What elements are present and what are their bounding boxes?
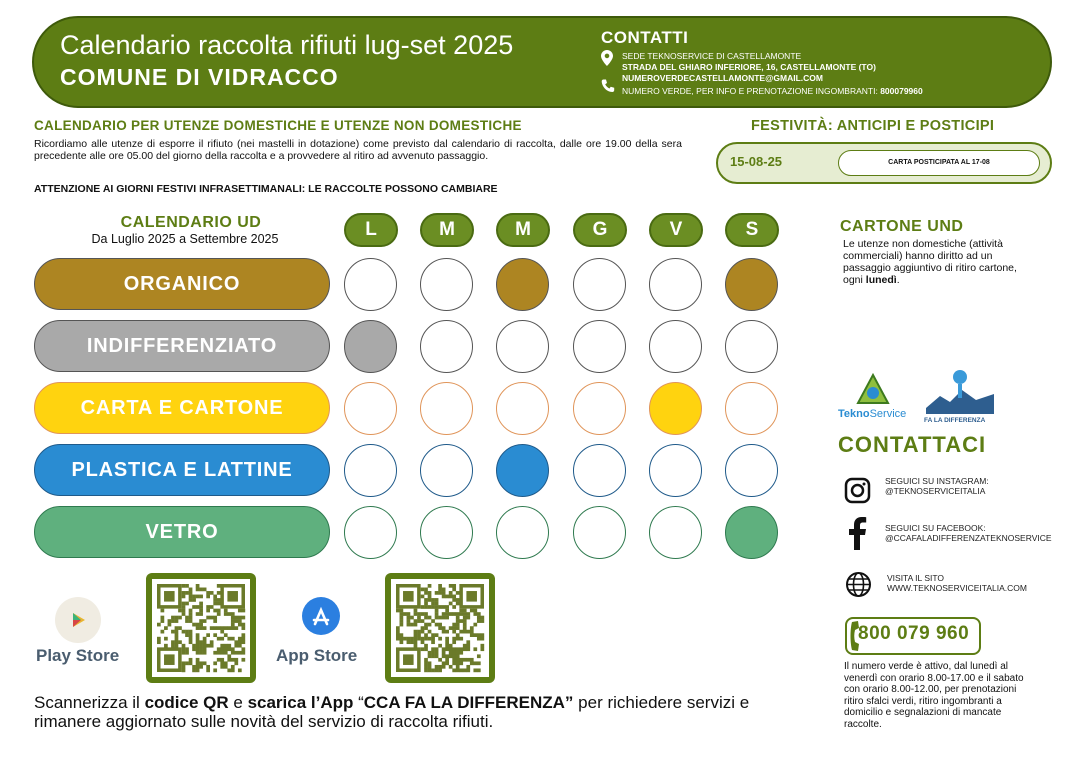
day-header-lunedi: L [344, 213, 398, 247]
collection-slot-organico-sabato [725, 258, 778, 311]
collection-slot-carta-e-cartone-giovedi [573, 382, 626, 435]
collection-slot-organico-mercoledi [496, 258, 549, 311]
collection-slot-carta-e-cartone-venerdi [649, 382, 702, 435]
day-header-martedi: M [420, 213, 474, 247]
scan-instructions [34, 694, 754, 731]
phone-number[interactable]: 800079960 [880, 86, 923, 96]
collection-slot-carta-e-cartone-lunedi [344, 382, 397, 435]
festivita-note: CARTA POSTICIPATA AL 17-08 [838, 150, 1040, 176]
scan-b1: codice QR [144, 693, 229, 712]
calendar-section-heading: CALENDARIO PER UTENZE DOMESTICHE E UTENZE NON DOMESTICHE [34, 118, 522, 133]
collection-slot-vetro-venerdi [649, 506, 702, 559]
collection-slot-carta-e-cartone-martedi [420, 382, 473, 435]
scan-t2: e [228, 693, 248, 712]
play-store-qr-code[interactable] [146, 573, 256, 683]
scan-b2: scarica l’App [247, 693, 354, 712]
collection-slot-plastica-e-lattine-lunedi [344, 444, 397, 497]
cartone-text-end: . [896, 274, 900, 286]
collection-slot-vetro-lunedi [344, 506, 397, 559]
collection-slot-indifferenziato-martedi [420, 320, 473, 373]
green-number[interactable]: 800 079 960 [858, 623, 970, 644]
calendar-subtitle: Da Luglio 2025 a Settembre 2025 [91, 232, 279, 246]
app-store-qr-code[interactable] [385, 573, 495, 683]
collection-slot-indifferenziato-lunedi [344, 320, 397, 373]
teknoservice-logo-icon [855, 372, 891, 408]
collection-slot-vetro-sabato [725, 506, 778, 559]
collection-slot-vetro-martedi [420, 506, 473, 559]
cartone-text-day: lunedì [865, 274, 897, 286]
collection-slot-carta-e-cartone-sabato [725, 382, 778, 435]
collection-slot-indifferenziato-giovedi [573, 320, 626, 373]
collection-slot-plastica-e-lattine-martedi [420, 444, 473, 497]
play-store-label[interactable]: Play Store [36, 646, 120, 665]
phone-line [622, 86, 923, 97]
facebook-handle[interactable]: @CCAFALADIFFERENZATEKNOSERVICE [885, 533, 1052, 543]
day-header-mercoledi: M [496, 213, 550, 247]
collection-slot-plastica-e-lattine-giovedi [573, 444, 626, 497]
day-header-venerdi: V [649, 213, 703, 247]
page-title: Calendario raccolta rifiuti lug-set 2025 [60, 30, 514, 60]
location-pin-icon [601, 50, 613, 66]
collection-slot-organico-martedi [420, 258, 473, 311]
collection-slot-indifferenziato-venerdi [649, 320, 702, 373]
collection-slot-plastica-e-lattine-venerdi [649, 444, 702, 497]
instagram-icon[interactable] [844, 477, 871, 504]
fa-la-differenza-logo-icon [926, 368, 994, 414]
website-label [887, 573, 1027, 593]
instagram-label [885, 476, 989, 496]
intro-text: Ricordiamo alle utenze di esporre il rifiuto (nei mastelli in dotazione) come previsto dal calendario di raccolta, dalle ore 19.00 della sera precedente alle ore 05.00 del giorno della raccolta e a provvedere al ritiro ad avvenuto passaggio. [34, 138, 682, 162]
day-header-sabato: S [725, 213, 779, 247]
cartone-heading: CARTONE UND [840, 218, 964, 235]
sede-line-1: SEDE TEKNOSERVICE DI CASTELLAMONTE [622, 51, 802, 61]
scan-t1: Scannerizza il [34, 693, 145, 712]
email-link[interactable]: NUMEROVERDECASTELLAMONTE@GMAIL.COM [622, 73, 823, 83]
collection-slot-organico-venerdi [649, 258, 702, 311]
cartone-text-main: Le utenze non domestiche (attività commerciali) hanno diritto ad un passaggio aggiuntivo di ritiro cartone, ogni [843, 238, 1017, 286]
fa-la-differenza-logo: FA LA DIFFERENZA [924, 417, 986, 424]
day-header-giovedi: G [573, 213, 627, 247]
category-vetro: VETRO [34, 506, 330, 558]
scan-t3: “ [353, 693, 364, 712]
app-store-label[interactable]: App Store [276, 646, 358, 665]
festivita-date: 15-08-25 [730, 154, 783, 169]
website-label-1: VISITA IL SITO [887, 573, 945, 583]
teknoservice-logo-a: Tekno [838, 408, 870, 420]
phone-prefix: NUMERO VERDE, PER INFO E PRENOTAZIONE INGOMBRANTI: [622, 86, 878, 96]
category-indifferenziato: INDIFFERENZIATO [34, 320, 330, 372]
facebook-label-1: SEGUICI SU FACEBOOK: [885, 523, 986, 533]
app-store-icon[interactable] [301, 596, 341, 636]
collection-slot-plastica-e-lattine-mercoledi [496, 444, 549, 497]
holiday-warning: ATTENZIONE AI GIORNI FESTIVI INFRASETTIMANALI: LE RACCOLTE POSSONO CAMBIARE [34, 183, 498, 195]
category-carta-e-cartone: CARTA E CARTONE [34, 382, 330, 434]
teknoservice-logo [838, 408, 906, 420]
contattaci-heading: CONTATTACI [838, 432, 987, 457]
collection-slot-vetro-giovedi [573, 506, 626, 559]
category-plastica-e-lattine: PLASTICA E LATTINE [34, 444, 330, 496]
collection-slot-vetro-mercoledi [496, 506, 549, 559]
phone-icon [600, 78, 616, 94]
collection-slot-indifferenziato-mercoledi [496, 320, 549, 373]
green-number-text: Il numero verde è attivo, dal lunedì al venerdì con orario 8.00-17.00 e il sabato con orario 8.00-12.00, per prenotazioni ritiro sfalci verdi, ritiro ingombranti a domicilio e segnalazioni di mancate raccolte. [844, 661, 1024, 730]
collection-slot-organico-lunedi [344, 258, 397, 311]
website-url[interactable]: WWW.TEKNOSERVICEITALIA.COM [887, 583, 1027, 593]
collection-slot-indifferenziato-sabato [725, 320, 778, 373]
cartone-text [843, 238, 1033, 286]
calendar-title: CALENDARIO UD [120, 214, 262, 231]
collection-slot-organico-giovedi [573, 258, 626, 311]
collection-slot-plastica-e-lattine-sabato [725, 444, 778, 497]
instagram-label-1: SEGUICI SU INSTAGRAM: [885, 476, 989, 486]
play-store-icon[interactable] [54, 596, 102, 644]
sede-line-2: STRADA DEL GHIARO INFERIORE, 16, CASTELLAMONTE (TO) [622, 62, 876, 72]
facebook-icon[interactable] [847, 516, 867, 550]
facebook-label [885, 523, 1052, 543]
instagram-handle[interactable]: @TEKNOSERVICEITALIA [885, 486, 986, 496]
scan-t4: per richiedere servizi e rimanere aggiornato sulle novità del servizio di raccolta rifiuti. [34, 693, 750, 731]
collection-slot-carta-e-cartone-mercoledi [496, 382, 549, 435]
scan-b3: CCA FA LA DIFFERENZA” [363, 693, 574, 712]
contacts-heading: CONTATTI [601, 28, 689, 47]
category-organico: ORGANICO [34, 258, 330, 310]
teknoservice-logo-b: Service [869, 408, 907, 420]
festivita-heading: FESTIVITÀ: ANTICIPI E POSTICIPI [751, 118, 995, 134]
globe-icon[interactable] [845, 571, 872, 598]
comune-name: COMUNE DI VIDRACCO [60, 64, 339, 90]
